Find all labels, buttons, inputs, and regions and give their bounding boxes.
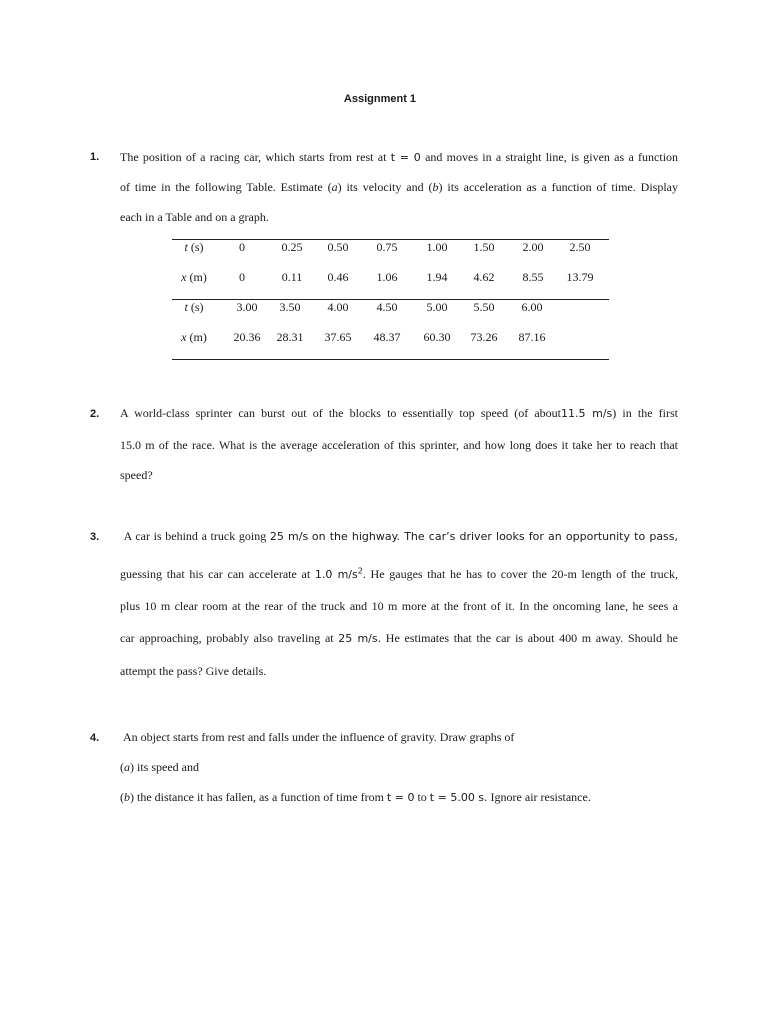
page-title: Assignment 1 <box>343 93 417 105</box>
table-cell: 4.00 <box>327 300 349 314</box>
table-cell: 5.50 <box>473 300 495 314</box>
q3-line-1: A car is behind a truck going 25 m/s on the highway. The car’s driver looks for an opportunity to pass, <box>123 529 679 543</box>
q1-line-2: of time in the following Table. Estimate (a) its velocity and (b) its acceleration as a function of time. Display <box>120 180 678 194</box>
q4-line-1: An object starts from rest and falls under the influence of gravity. Draw graphs of <box>123 730 515 744</box>
table-cell: 1.50 <box>473 240 495 254</box>
row-label: t (s) <box>184 300 204 314</box>
table-cell: 37.65 <box>324 330 352 344</box>
q4-line-2: (a) its speed and <box>120 760 199 774</box>
table-cell: 0.75 <box>376 240 398 254</box>
q1-line-3: each in a Table and on a graph. <box>120 210 269 224</box>
table-cell: 0.50 <box>327 240 349 254</box>
table-row-x-2 <box>172 330 609 346</box>
q3-line-5: attempt the pass? Give details. <box>120 664 267 678</box>
question-number-1: 1. <box>90 151 100 163</box>
table-cell: 0 <box>239 240 245 254</box>
table-cell: 87.16 <box>518 330 546 344</box>
table-cell: 0 <box>239 270 245 284</box>
table-cell: 4.62 <box>473 270 495 284</box>
table-cell: 1.00 <box>426 240 448 254</box>
q3-line-3: plus 10 m clear room at the rear of the truck and 10 m more at the front of it. In the oncoming lane, he sees a <box>120 599 678 613</box>
q2-line-1: A world-class sprinter can burst out of the blocks to essentially top speed (of about11.5 m/s) in the first <box>120 406 678 420</box>
table-rule-bottom <box>172 359 609 360</box>
row-label: x (m) <box>181 330 207 344</box>
question-number-2: 2. <box>90 408 100 420</box>
table-cell: 60.30 <box>423 330 451 344</box>
table-row-x-1 <box>172 270 609 286</box>
q3-line-2: guessing that his car can accelerate at 1.0 $m/s^2$. He gauges that he has to cover the 20-m length of the truck, <box>120 566 678 581</box>
table-cell: 0.11 <box>281 270 303 284</box>
question-number-3: 3. <box>90 531 100 543</box>
table-cell: 0.25 <box>281 240 303 254</box>
table-cell: 0.46 <box>327 270 349 284</box>
table-cell: 73.26 <box>470 330 498 344</box>
question-number-4: 4. <box>90 732 100 744</box>
table-cell: 6.00 <box>521 300 543 314</box>
table-cell: 2.00 <box>522 240 544 254</box>
table-cell: 3.00 <box>236 300 258 314</box>
table-cell: 1.94 <box>426 270 448 284</box>
table-cell: 48.37 <box>373 330 401 344</box>
q2-line-2: 15.0 m of the race. What is the average acceleration of this sprinter, and how long does it take her to reach that <box>120 438 678 452</box>
q3-line-4: car approaching, probably also traveling at 25 m/s. He estimates that the car is about 400 m away. Should he <box>120 631 678 645</box>
table-cell: 13.79 <box>566 270 594 284</box>
table-row-t-2 <box>172 300 609 316</box>
table-cell: 5.00 <box>426 300 448 314</box>
table-cell: 28.31 <box>276 330 304 344</box>
q2-line-3: speed? <box>120 468 153 482</box>
table-cell: 20.36 <box>233 330 261 344</box>
table-cell: 3.50 <box>279 300 301 314</box>
table-cell: 1.06 <box>376 270 398 284</box>
table-cell: 8.55 <box>522 270 544 284</box>
table-cell: 4.50 <box>376 300 398 314</box>
row-label: t (s) <box>184 240 204 254</box>
table-cell: 2.50 <box>569 240 591 254</box>
row-label: x (m) <box>181 270 207 284</box>
table-row-t-1 <box>172 240 609 256</box>
q1-line-1: The position of a racing car, which starts from rest at t = 0 and moves in a straight line, is given as a function <box>120 150 679 164</box>
q4-line-3: (b) the distance it has fallen, as a function of time from t = 0 to t = 5.00 s. Ignore air resistance. <box>120 790 591 804</box>
